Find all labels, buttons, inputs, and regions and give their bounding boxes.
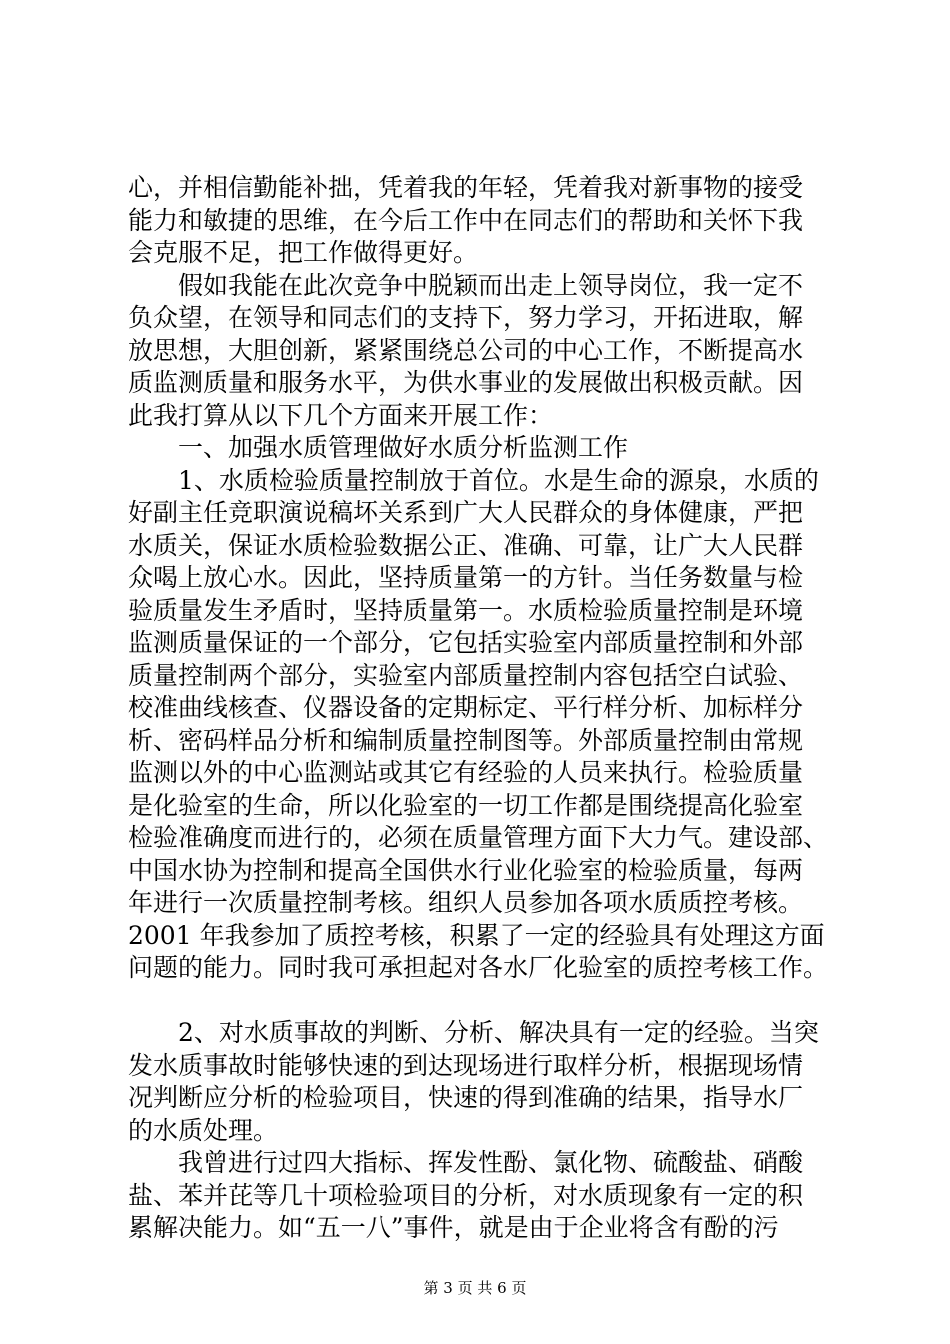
text-line: 是化验室的生命，所以化验室的一切工作都是围绕提高化验室 — [128, 790, 804, 820]
text-line: 此我打算从以下几个方面来开展工作： — [128, 400, 554, 430]
text-line: 校准曲线核查、仪器设备的定期标定、平行样分析、加标样分 — [128, 693, 804, 722]
paragraph-gap — [128, 985, 848, 1018]
text-line: 监测以外的中心监测站或其它有经验的人员来执行。检验质量 — [128, 758, 804, 787]
text-line: 质监测质量和服务水平，为供水事业的发展做出积极贡献。因 — [128, 368, 804, 397]
text-line: 2001 年我参加了质控考核，积累了一定的经验具有处理这方面 — [128, 920, 825, 950]
text-line: 会克服不足，把工作做得更好。 — [128, 238, 479, 267]
page-number: 第 3 页 共 6 页 — [423, 1279, 527, 1297]
text-line: 能力和敏捷的思维，在今后工作中在同志们的帮助和关怀下我 — [128, 205, 804, 235]
text-line: 1、水质检验质量控制放于首位。水是生命的源泉，水质的 — [128, 465, 819, 495]
text-line: 众喝上放心水。因此，坚持质量第一的方针。当任务数量与检 — [128, 563, 804, 592]
text-line: 问题的能力。同时我可承担起对各水厂化验室的质控考核工作。 — [128, 953, 829, 982]
text-line: 监测质量保证的一个部分，它包括实验室内部质量控制和外部 — [128, 628, 804, 657]
text-line: 2、对水质事故的判断、分析、解决具有一定的经验。当突 — [128, 1018, 819, 1047]
text-line: 检验准确度而进行的，必须在质量管理方面下大力气。建设部、 — [128, 823, 829, 852]
text-line: 好副主任竞职演说稿坏关系到广大人民群众的身体健康，严把 — [128, 498, 804, 527]
text-line: 假如我能在此次竞争中脱颖而出走上领导岗位，我一定不 — [128, 270, 804, 300]
section-heading: 一、加强水质管理做好水质分析监测工作 — [128, 433, 629, 462]
text-line: 的水质处理。 — [128, 1115, 279, 1145]
text-line: 我曾进行过四大指标、挥发性酚、氯化物、硫酸盐、硝酸 — [128, 1148, 804, 1177]
text-line: 中国水协为控制和提高全国供水行业化验室的检验质量，每两 — [128, 855, 804, 885]
page-footer — [0, 1278, 950, 1298]
text-line: 水质关，保证水质检验数据公正、准确、可靠，让广大人民群 — [128, 530, 804, 560]
text-line: 年进行一次质量控制考核。组织人员参加各项水质质控考核。 — [128, 888, 804, 917]
text-line: 况判断应分析的检验项目，快速的得到准确的结果，指导水厂 — [128, 1083, 804, 1112]
text-line: 析、密码样品分析和编制质量控制图等。外部质量控制由常规 — [128, 725, 804, 755]
text-line: 发水质事故时能够快速的到达现场进行取样分析，根据现场情 — [128, 1050, 804, 1080]
text-line: 累解决能力。如“五一八”事件，就是由于企业将含有酚的污 — [128, 1213, 779, 1242]
text-line: 负众望，在领导和同志们的支持下，努力学习，开拓进取，解 — [128, 303, 804, 332]
text-line: 盐、苯并芘等几十项检验项目的分析，对水质现象有一定的积 — [128, 1180, 804, 1210]
text-line: 质量控制两个部分，实验室内部质量控制内容包括空白试验、 — [128, 660, 804, 690]
body-text — [128, 172, 848, 1245]
text-line: 放思想，大胆创新，紧紧围绕总公司的中心工作，不断提高水 — [128, 335, 804, 365]
text-line: 验质量发生矛盾时，坚持质量第一。水质检验质量控制是环境 — [128, 595, 804, 625]
text-line: 心，并相信勤能补拙，凭着我的年轻，凭着我对新事物的接受 — [128, 173, 804, 202]
